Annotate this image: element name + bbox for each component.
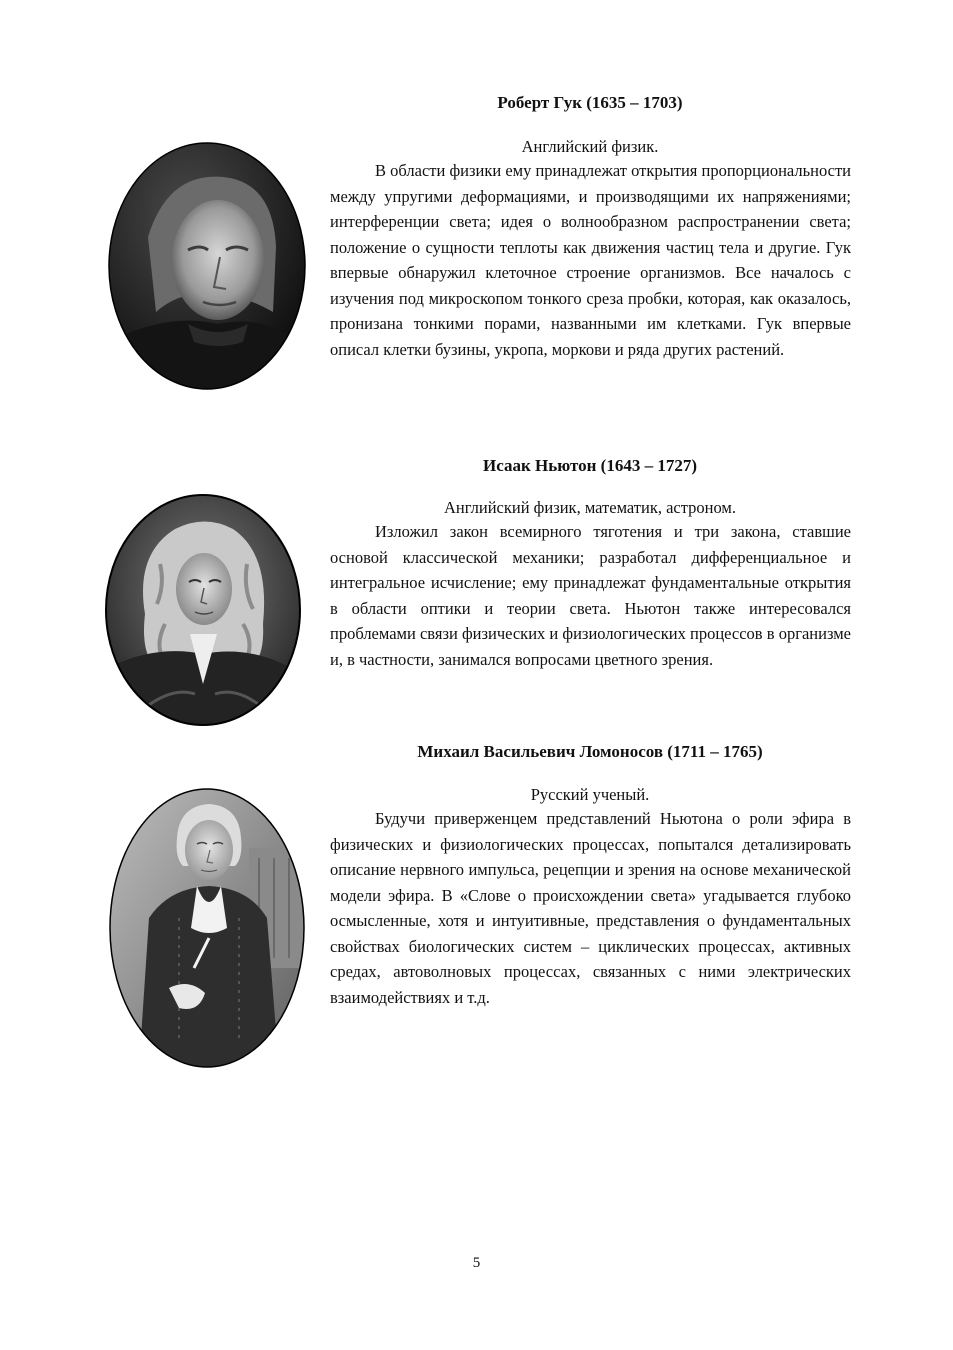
- hooke-portrait-icon: [108, 142, 306, 390]
- scientist-name: Михаил Васильевич Ломоносов (1711 – 1765): [417, 742, 763, 761]
- newton-portrait-icon: [105, 494, 301, 726]
- lomonosov-portrait-icon: [109, 788, 305, 1068]
- scientist-bio: Изложил закон всемирного тяготения и три закона, ставшие основой классической механики; разработал дифференциальное и интегральное исчисление; ему принадлежат фундаментальные открытия в области оптики и теории света. Ньютон также интересовался проблемами связи физических и физиологических процессов в организме и, в частности, занимался вопросами цветного зрения.: [330, 522, 851, 669]
- scientist-role: Русский ученый.: [530, 785, 650, 804]
- scientist-role: Английский физик, математик, астроном.: [443, 498, 736, 517]
- scientist-role: Английский физик.: [521, 137, 659, 156]
- scientist-name: Исаак Ньютон (1643 – 1727): [483, 456, 697, 475]
- scientist-name: Роберт Гук (1635 – 1703): [497, 93, 683, 112]
- scientist-bio: Будучи приверженцем представлений Ньютона о роли эфира в физических и физиологических процессах, попытался детализировать описание нервного импульса, рецепции и зрения на основе механической модели эфира. В «Слове о происхождении света» угадывается глубоко осмысленные, хотя и интуитивные, представления о фундаментальных свойствах биологических систем – циклических процессах, активных средах, автоволновых процессах, связанных с ними электрических взаимодействиях и т.д.: [330, 809, 851, 1007]
- page-number: 5: [472, 1255, 481, 1271]
- scientist-bio: В области физики ему принадлежат открытия пропорциональности между упругими деформациями, и производящими их напряжениями; интерференции света; идея о волнообразном распространении света; положение о сущности теплоты как движения частиц тела и другие. Гук впервые обнаружил клеточное строение организмов. Все началось с изучения под микроскопом тонкого среза пробки, которая, как оказалось, пронизана тонкими порами, названными им клетками. Гук впервые описал клетки бузины, укропа, моркови и ряда других растений.: [330, 161, 851, 359]
